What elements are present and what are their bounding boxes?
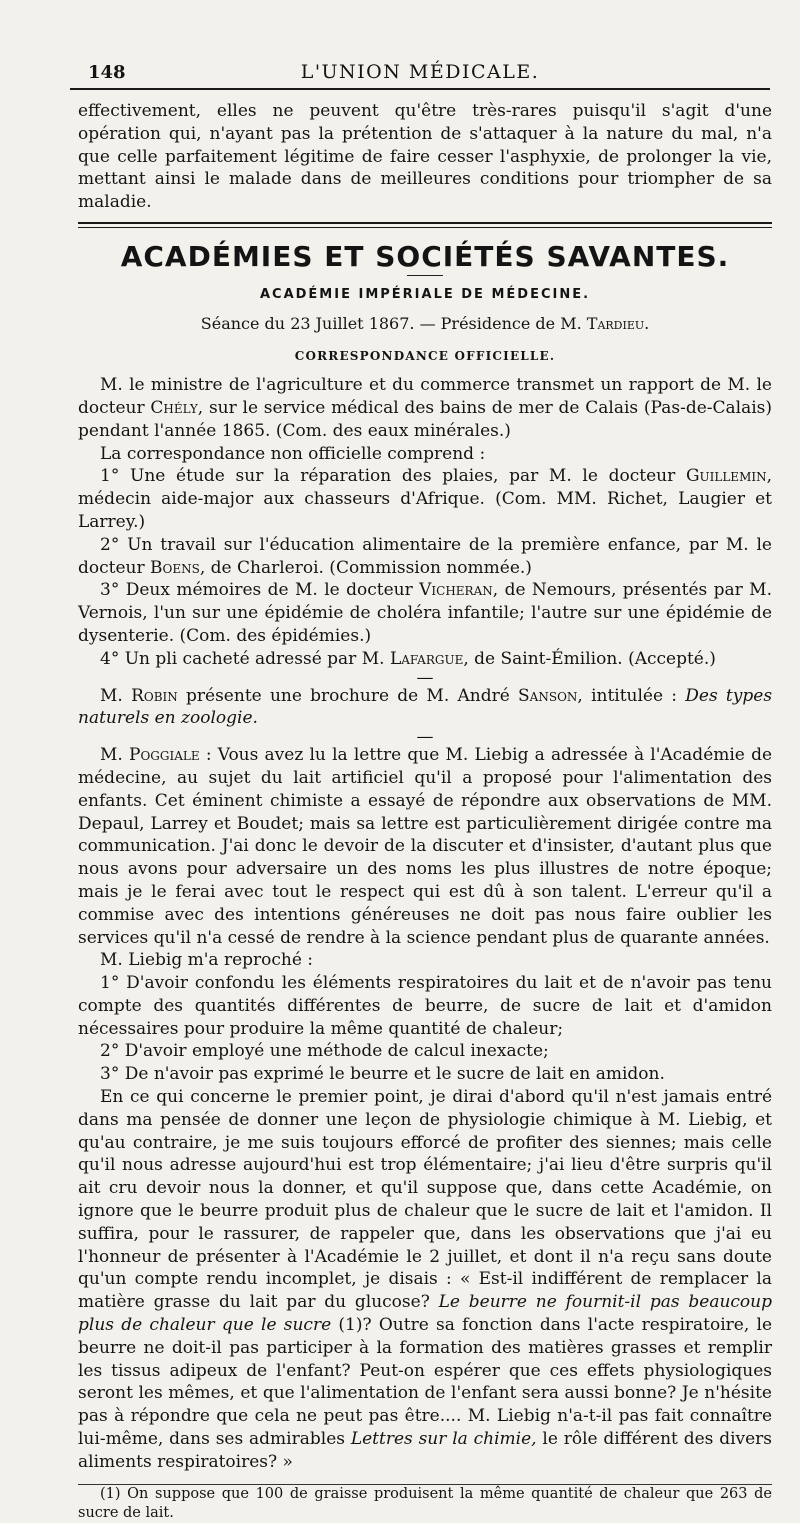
intro-paragraph: effectivement, elles ne peuvent qu'être très-rares puisqu'il s'agit d'une opération qui, n'ayant pas la prétention de s'attaquer à la nature du mal, n'a que celle parfaitement légitime de faire cesser l'asphyxie, de prolonger la vie, mettant ainsi le malade dans de meilleures conditions pour triompher de sa maladie. xyxy=(78,101,772,213)
poggiale-text: (1)? Outre sa fonction dans l'acte respiratoire, le beurre ne doit-il pas participer à la formation des matières grasses et remplir les tissus adipeux de l'enfant? Peut-on espérer que ces effets physiologiques seront les mêmes, et que l'alimentation de l'enfant sera aussi bonne? Je n'hésite pas à répondre que cela ne peut pas être.... M. Liebig n'a-t-il pas fait connaître lui-même, dans ses admirables xyxy=(78,1315,773,1450)
item-text: 2° Un travail sur l'éducation alimentaire de la première enfance, par M. le docteur xyxy=(78,534,772,578)
dash-separator: — xyxy=(416,727,434,748)
poggiale-text: le rôle différent des divers aliments respiratoires? » xyxy=(78,1429,773,1472)
item-text: 3° Deux mémoires de M. le docteur xyxy=(100,580,413,601)
seance-text: Séance du 23 Juillet 1867. — Présidence de M. xyxy=(200,313,582,333)
robin-author: Sanson, xyxy=(518,685,583,706)
poggiale-paragraph-3 xyxy=(78,1086,772,1474)
item-text: de Nemours, présentés par M. Vernois, l'un sur une épidémie de choléra infantile; l'autre sur une épidémie de dysenterie. (Com. des épidémies.) xyxy=(78,580,772,646)
dash-separator: — xyxy=(416,667,434,688)
official-text-a: M. le ministre de l'agriculture et du commerce transmet un rapport de M. le docteur xyxy=(78,375,772,418)
title-rule xyxy=(407,275,443,276)
book-title: Lettres sur la chimie, xyxy=(350,1429,537,1450)
president-name: Tardieu. xyxy=(586,313,650,333)
item-text: de Charleroi. (Commission nommée.) xyxy=(210,557,532,578)
item-author: Boens, xyxy=(150,557,206,578)
seance-line xyxy=(78,313,772,336)
item-text: médecin aide-major aux chasseurs d'Afrique. (Com. MM. Richet, Laugier et Larrey.) xyxy=(78,489,772,532)
section-title: ACADÉMIES ET SOCIÉTÉS SAVANTES. xyxy=(120,239,730,273)
official-doctor-name: Chély, xyxy=(150,397,204,418)
correspondance-item-3 xyxy=(78,579,772,647)
official-correspondance xyxy=(78,374,772,442)
item-author: Lafargue, xyxy=(389,648,469,669)
correspondance-item-2 xyxy=(78,534,772,580)
official-text-b: sur le service médical des bains de mer de Calais (Pas-de-Calais) pendant l'année 1865. (Com. des eaux minérales.) xyxy=(78,397,773,441)
correspondance-heading: CORRESPONDANCE OFFICIELLE. xyxy=(294,349,556,364)
robin-text-a: présente une brochure de M. André xyxy=(186,685,510,706)
quote-italic: Le beurre ne fournit-il pas beaucoup plus de chaleur que le sucre xyxy=(78,1292,772,1336)
footnote: (1) On suppose que 100 de graisse produisent la même quantité de chaleur que 263 de sucre de lait. xyxy=(78,1485,772,1521)
poggiale-paragraph-2: M. Liebig m'a reproché : xyxy=(100,950,314,971)
robin-text-b: intitulée : xyxy=(591,685,678,706)
page-header xyxy=(70,58,770,90)
reproach-item-1: 1° D'avoir confondu les éléments respiratoires du lait et de n'avoir pas tenu compte des quantités différentes de beurre, de sucre de lait et d'amidon nécessaires pour produire la même quantité de chaleur; xyxy=(78,973,772,1039)
item-text: de Saint-Émilion. (Accepté.) xyxy=(474,648,716,669)
item-author: Vicheran, xyxy=(419,580,499,601)
item-text: 1° Une étude sur la réparation des plaies, par M. le docteur xyxy=(100,466,676,487)
robin-name: Robin xyxy=(131,685,178,706)
nonofficial-intro: La correspondance non officielle comprend : xyxy=(100,443,486,464)
academy-heading: ACADÉMIE IMPÉRIALE DE MÉDECINE. xyxy=(259,286,591,302)
correspondance-item-1 xyxy=(78,465,772,533)
poggiale-m: M. xyxy=(100,745,123,766)
robin-m: M. xyxy=(100,685,123,706)
poggiale-text: : Vous avez lu la lettre que M. Liebig a adressée à l'Académie de médecine, au sujet du lait artificiel qu'il a proposé pour l'alimentation des enfants. Cet éminent chimiste a essayé de répondre aux observations de MM. Depaul, Larrey et Boudet; mais sa lettre est particulièrement dirigée contre ma communication. J'ai donc le devoir de la discuter et d'insister, d'autant plus que nous avons pour adversaire un des noms les plus illustres de notre époque; mais je le ferai avec tout le respect qui est dû à son talent. L'erreur qu'il a commise avec des intentions généreuses ne doit pas nous faire oublier les services qu'il n'a cessé de rendre à la science pendant plus de quarante années. xyxy=(78,745,773,948)
item-text: 4° Un pli cacheté adressé par M. xyxy=(100,648,385,669)
poggiale-name: Poggiale xyxy=(129,745,200,766)
page-body xyxy=(78,100,772,1523)
reproach-item-2: 2° D'avoir employé une méthode de calcul inexacte; xyxy=(100,1041,549,1062)
poggiale-text: En ce qui concerne le premier point, je dirai d'abord qu'il n'est jamais entré dans ma pensée de donner une leçon de physiologie chimique à M. Liebig, et qu'au contraire, je me suis toujours efforcé de profiter des siennes; mais celle qu'il nous adresse aujourd'hui est trop élémentaire; j'ai lieu d'être surpris qu'il ait cru devoir nous la donner, et qu'il suppose que, dans cette Académie, on ignore que le beurre produit plus de chaleur que le sucre de lait et l'amidon. Il suffira, pour le rassurer, de rappeler que, dans les observations que j'ai eu l'honneur de présenter à l'Académie le 2 juillet, et dont il n'a reçu sans doute qu'un compte rendu incomplet, je disais : « Est-il indifférent de remplacer la matière grasse du lait par du glucose? xyxy=(78,1087,772,1313)
poggiale-paragraph-1 xyxy=(78,744,772,949)
running-title: L'UNION MÉDICALE. xyxy=(300,61,540,83)
robin-brochure-title: Des types naturels en zoologie. xyxy=(78,685,773,729)
page-number: 148 xyxy=(88,62,126,83)
section-separator xyxy=(78,222,772,228)
item-author: Guillemin, xyxy=(685,466,772,487)
robin-paragraph xyxy=(78,685,772,731)
reproach-item-3: 3° De n'avoir pas exprimé le beurre et le sucre de lait en amidon. xyxy=(100,1064,665,1085)
